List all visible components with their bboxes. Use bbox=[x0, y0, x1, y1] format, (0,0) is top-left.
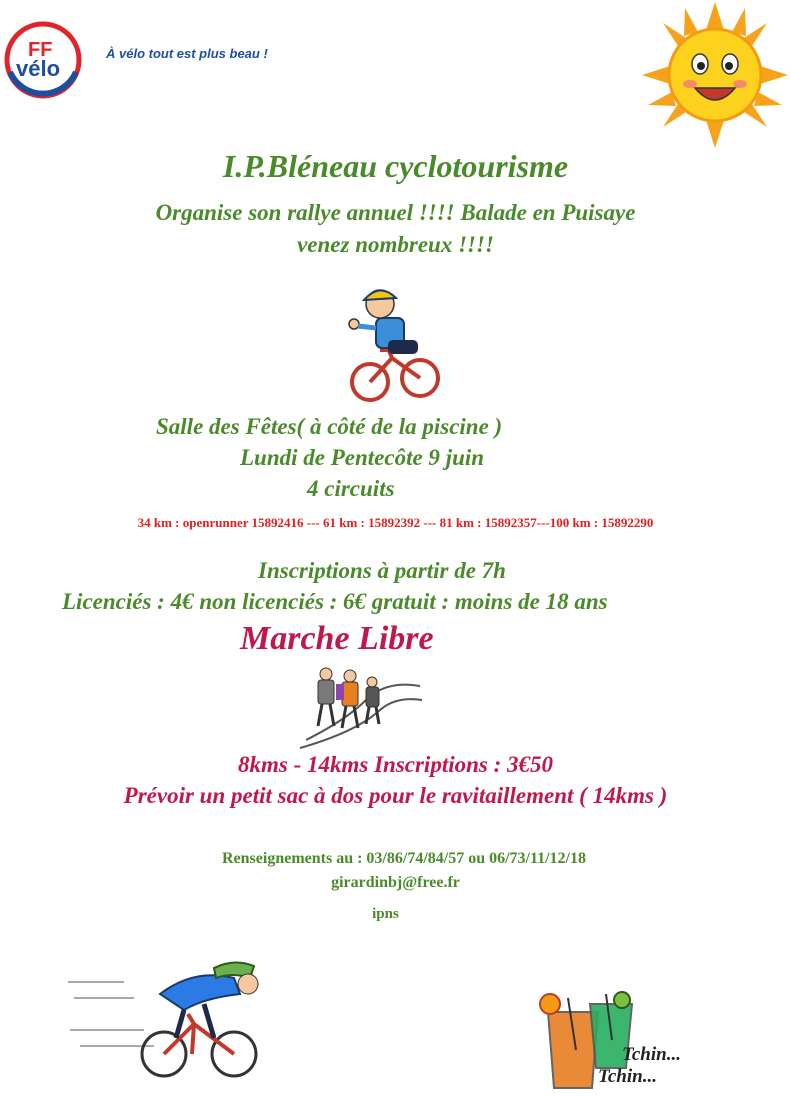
logo-velo-text: vélo bbox=[16, 56, 61, 81]
tarifs-text: Licenciés : 4€ non licenciés : 6€ gratuit : moins de 18 ans bbox=[62, 589, 608, 614]
cyclist-illustration bbox=[340, 278, 444, 412]
venue-text: Salle des Fêtes( à côté de la piscine ) bbox=[156, 414, 503, 439]
routes-text: 34 km : openrunner 15892416 --- 61 km : 15892392 --- 81 km : 15892357---100 km : 15892290 bbox=[137, 515, 654, 530]
hikers-illustration bbox=[296, 660, 424, 750]
page-title: I.P.Bléneau cyclotourisme bbox=[222, 148, 569, 184]
tagline: À vélo tout est plus beau ! bbox=[106, 46, 268, 61]
ffvelo-logo bbox=[4, 12, 82, 100]
marche-distances: 8kms - 14kms Inscriptions : 3€50 bbox=[237, 752, 553, 777]
logo-ff-text: FF bbox=[28, 39, 53, 61]
intro-line-2: venez nombreux !!!! bbox=[297, 232, 494, 257]
email-text: girardinbj@free.fr bbox=[331, 874, 460, 891]
marche-title: Marche Libre bbox=[240, 620, 434, 657]
intro-line-1: Organise son rallye annuel !!!! Balade en Puisaye bbox=[155, 200, 636, 225]
date-text: Lundi de Pentecôte 9 juin bbox=[240, 445, 485, 470]
marche-note: Prévoir un petit sac à dos pour le ravitaillement ( 14kms ) bbox=[123, 783, 668, 808]
renseignements-text: Renseignements au : 03/86/74/84/57 ou 06/73/11/12/18 bbox=[221, 850, 586, 867]
tchin-text-2: Tchin... bbox=[598, 1066, 657, 1087]
racing-cyclist-illustration bbox=[64, 954, 280, 1082]
tchin-text-1: Tchin... bbox=[622, 1044, 681, 1065]
ipns-text: ipns bbox=[372, 906, 399, 922]
sun-illustration bbox=[640, 0, 790, 150]
circuits-text: 4 circuits bbox=[307, 476, 395, 501]
inscriptions-text: Inscriptions à partir de 7h bbox=[258, 558, 506, 583]
